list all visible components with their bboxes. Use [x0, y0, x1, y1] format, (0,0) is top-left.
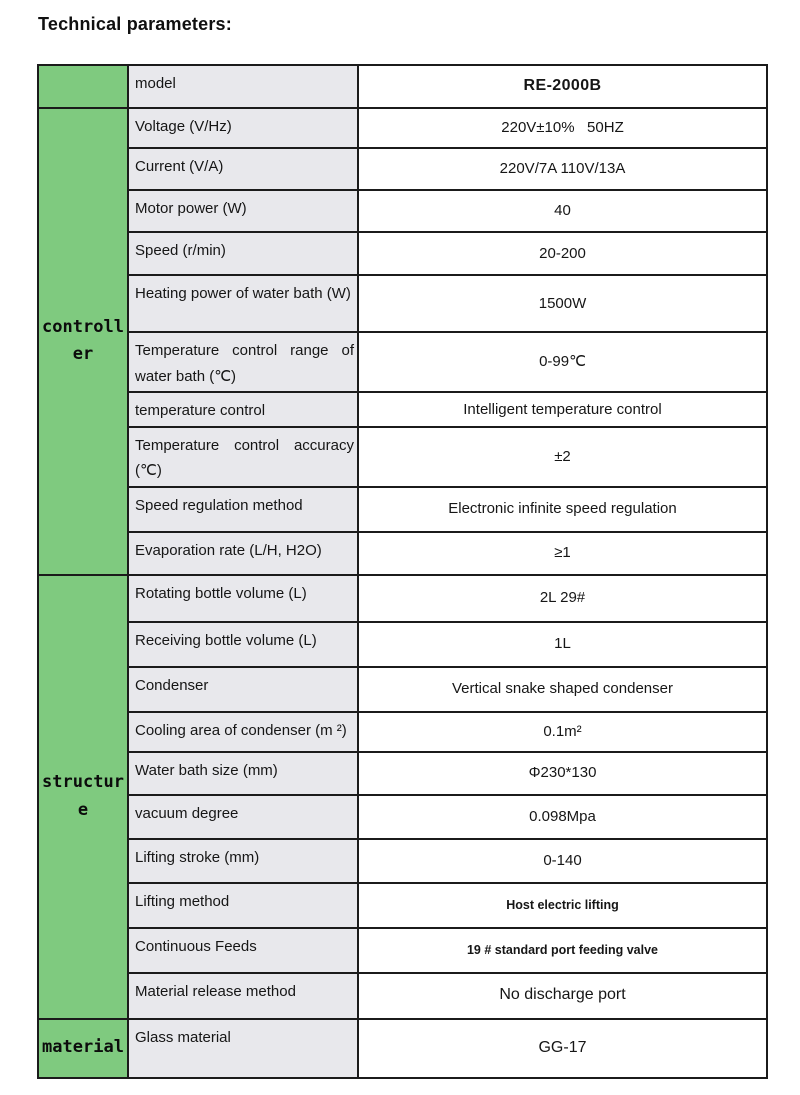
param-cell: Cooling area of condenser (m ²) [128, 712, 358, 752]
param-cell: Water bath size (mm) [128, 752, 358, 795]
param-cell: Lifting stroke (mm) [128, 839, 358, 883]
spec-table-container [37, 64, 768, 1079]
param-cell: Receiving bottle volume (L) [128, 622, 358, 667]
table-row [38, 712, 767, 752]
table-row [38, 190, 767, 232]
param-cell: temperature control [128, 392, 358, 427]
table-row [38, 427, 767, 487]
table-row [38, 148, 767, 190]
table-row [38, 1019, 767, 1078]
value-cell: 0.098Mpa [358, 795, 767, 839]
param-cell: Motor power (W) [128, 190, 358, 232]
table-row [38, 275, 767, 332]
section-cell-model [38, 65, 128, 108]
value-cell: ±2 [358, 427, 767, 487]
table-row [38, 973, 767, 1019]
param-cell: Lifting method [128, 883, 358, 928]
table-row [38, 795, 767, 839]
param-cell: Glass material [128, 1019, 358, 1078]
value-cell: ≥1 [358, 532, 767, 575]
table-row [38, 839, 767, 883]
value-cell: GG-17 [358, 1019, 767, 1078]
param-cell: Condenser [128, 667, 358, 712]
value-cell: 2L 29# [358, 575, 767, 622]
param-cell: Evaporation rate (L/H, H2O) [128, 532, 358, 575]
value-cell: 0-99℃ [358, 332, 767, 392]
section-cell-material: material [38, 1019, 128, 1078]
table-row [38, 65, 767, 108]
value-cell: 220V±10% 50HZ [358, 108, 767, 148]
table-row [38, 752, 767, 795]
param-cell: Temperature control accuracy (℃) [128, 427, 358, 487]
page-title: Technical parameters: [38, 14, 232, 34]
table-row [38, 332, 767, 392]
param-cell: vacuum degree [128, 795, 358, 839]
table-row [38, 667, 767, 712]
param-cell: Material release method [128, 973, 358, 1019]
table-row [38, 532, 767, 575]
param-cell: Speed (r/min) [128, 232, 358, 275]
value-cell: Vertical snake shaped condenser [358, 667, 767, 712]
spec-table [37, 64, 768, 1079]
section-cell-controller: controller [38, 108, 128, 575]
value-cell: Φ230*130 [358, 752, 767, 795]
value-cell: RE-2000B [358, 65, 767, 108]
param-cell: Speed regulation method [128, 487, 358, 532]
table-row [38, 575, 767, 622]
table-row [38, 928, 767, 973]
param-cell: Heating power of water bath (W) [128, 275, 358, 332]
param-cell: Rotating bottle volume (L) [128, 575, 358, 622]
table-row [38, 487, 767, 532]
value-cell: 220V/7A 110V/13A [358, 148, 767, 190]
param-cell: Voltage (V/Hz) [128, 108, 358, 148]
section-cell-structure: structure [38, 575, 128, 1019]
param-cell: Continuous Feeds [128, 928, 358, 973]
param-cell: Current (V/A) [128, 148, 358, 190]
value-cell: Host electric lifting [358, 883, 767, 928]
value-cell: 19 # standard port feeding valve [358, 928, 767, 973]
value-cell: 40 [358, 190, 767, 232]
value-cell: 0.1m² [358, 712, 767, 752]
param-cell: Temperature control range of water bath (℃) [128, 332, 358, 392]
table-row [38, 232, 767, 275]
value-cell: 0-140 [358, 839, 767, 883]
value-cell: Intelligent temperature control [358, 392, 767, 427]
value-cell: 1500W [358, 275, 767, 332]
value-cell: Electronic infinite speed regulation [358, 487, 767, 532]
table-row [38, 883, 767, 928]
table-row [38, 108, 767, 148]
value-cell: No discharge port [358, 973, 767, 1019]
value-cell: 20-200 [358, 232, 767, 275]
param-cell: model [128, 65, 358, 108]
table-row [38, 392, 767, 427]
value-cell: 1L [358, 622, 767, 667]
table-row [38, 622, 767, 667]
